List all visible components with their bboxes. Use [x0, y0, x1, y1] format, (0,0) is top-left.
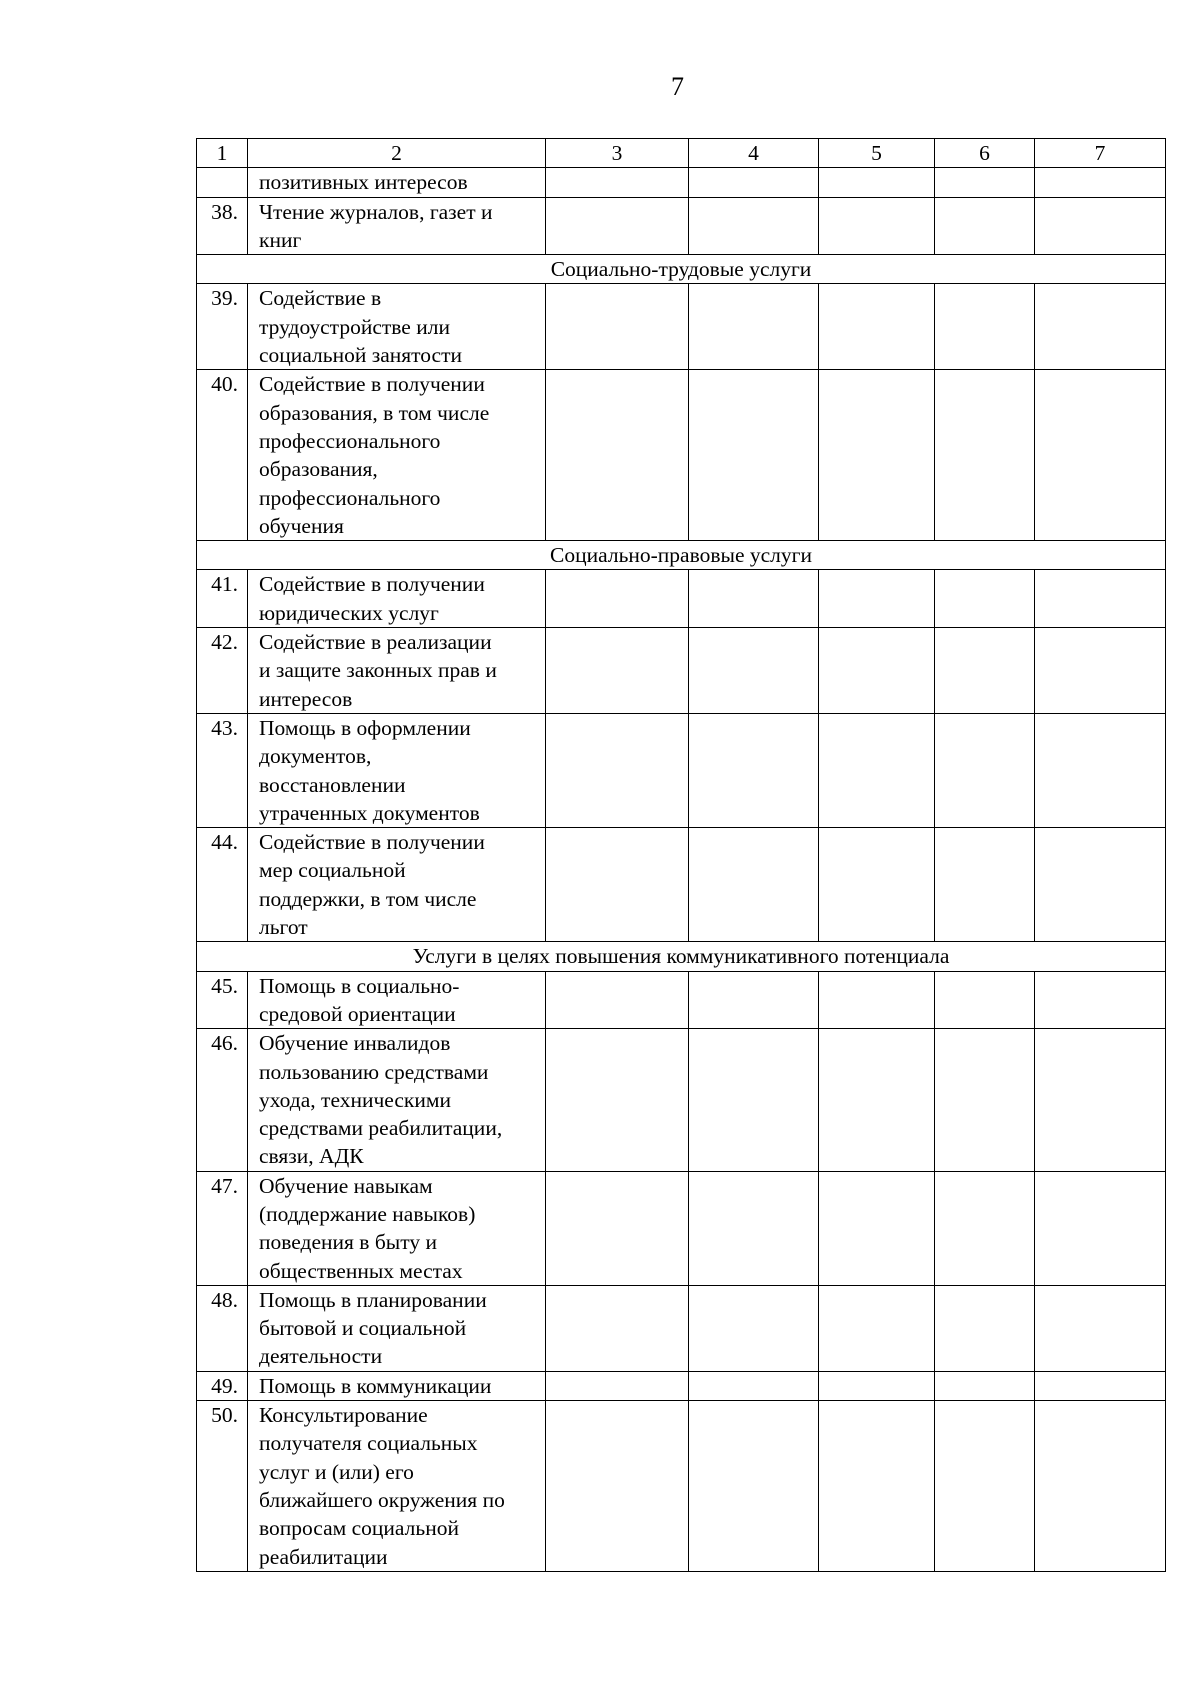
service-name-line: профессионального — [259, 428, 441, 453]
service-name-line: Помощь в планировании — [259, 1287, 487, 1312]
empty-cell-col-7 — [1035, 1371, 1166, 1400]
row-number: 46. — [197, 1029, 248, 1171]
service-name-line: Помощь в оформлении — [259, 715, 471, 740]
empty-cell-col-3 — [546, 284, 689, 370]
empty-cell-col-7 — [1035, 197, 1166, 255]
service-name-line: социальной занятости — [259, 343, 462, 368]
empty-cell-col-6 — [935, 1371, 1035, 1400]
empty-cell-col-5 — [819, 1371, 935, 1400]
service-name-line: образования, в том числе — [259, 400, 490, 425]
table-row — [197, 1285, 1166, 1371]
table-row — [197, 1029, 1166, 1171]
empty-cell-col-6 — [935, 628, 1035, 714]
service-name-cell — [248, 971, 546, 1029]
service-name-line: профессионального — [259, 485, 441, 510]
service-name-line: пользованию средствами — [259, 1059, 489, 1084]
row-number: 41. — [197, 570, 248, 628]
table-row — [197, 284, 1166, 370]
service-name-line: (поддержание навыков) — [259, 1201, 476, 1226]
service-name-line: деятельности — [259, 1344, 383, 1369]
column-header: 3 — [546, 139, 689, 168]
service-name-line: интересов — [259, 686, 353, 711]
service-name-line: обучения — [259, 513, 344, 538]
service-name-line: восстановлении — [259, 772, 406, 797]
empty-cell-col-4 — [689, 971, 819, 1029]
section-header-row — [197, 942, 1166, 971]
empty-cell-col-4 — [689, 197, 819, 255]
service-name-cell — [248, 570, 546, 628]
empty-cell-col-3 — [546, 1029, 689, 1171]
row-number: 47. — [197, 1171, 248, 1285]
table-header-row — [197, 139, 1166, 168]
service-name-line: мер социальной — [259, 858, 406, 883]
empty-cell-col-5 — [819, 168, 935, 197]
table-row — [197, 1371, 1166, 1400]
service-name-line: услуг и (или) его — [259, 1459, 414, 1484]
empty-cell-col-4 — [689, 1401, 819, 1572]
empty-cell-col-5 — [819, 370, 935, 541]
row-number: 40. — [197, 370, 248, 541]
empty-cell-col-4 — [689, 284, 819, 370]
empty-cell-col-3 — [546, 1285, 689, 1371]
empty-cell-col-4 — [689, 1171, 819, 1285]
section-title: Социально-правовые услуги — [197, 541, 1166, 570]
empty-cell-col-4 — [689, 828, 819, 942]
empty-cell-col-6 — [935, 370, 1035, 541]
empty-cell-col-5 — [819, 971, 935, 1029]
service-name-cell — [248, 828, 546, 942]
service-name-cell — [248, 1285, 546, 1371]
service-name-cell — [248, 1029, 546, 1171]
empty-cell-col-5 — [819, 1029, 935, 1171]
empty-cell-col-7 — [1035, 628, 1166, 714]
service-name-line: Содействие в получении — [259, 830, 485, 855]
empty-cell-col-6 — [935, 1171, 1035, 1285]
service-name-line: поведения в быту и — [259, 1230, 437, 1255]
service-name-cell — [248, 1401, 546, 1572]
empty-cell-col-6 — [935, 828, 1035, 942]
empty-cell-col-4 — [689, 1029, 819, 1171]
service-name-line: льгот — [259, 915, 308, 940]
service-name-line: средовой ориентации — [259, 1001, 456, 1026]
service-name-cell — [248, 197, 546, 255]
section-title: Услуги в целях повышения коммуникативного потенциала — [197, 942, 1166, 971]
empty-cell-col-4 — [689, 1285, 819, 1371]
section-header-row — [197, 255, 1166, 284]
empty-cell-col-3 — [546, 570, 689, 628]
section-title: Социально-трудовые услуги — [197, 255, 1166, 284]
service-name-line: позитивных интересов — [259, 170, 468, 195]
table-row — [197, 197, 1166, 255]
row-number: 42. — [197, 628, 248, 714]
service-name-cell — [248, 370, 546, 541]
empty-cell-col-5 — [819, 828, 935, 942]
empty-cell-col-7 — [1035, 168, 1166, 197]
empty-cell-col-3 — [546, 1401, 689, 1572]
empty-cell-col-5 — [819, 284, 935, 370]
table-row — [197, 628, 1166, 714]
empty-cell-col-7 — [1035, 828, 1166, 942]
service-name-line: вопросам социальной — [259, 1516, 459, 1541]
empty-cell-col-7 — [1035, 370, 1166, 541]
column-header: 4 — [689, 139, 819, 168]
empty-cell-col-5 — [819, 628, 935, 714]
empty-cell-col-7 — [1035, 1285, 1166, 1371]
row-number: 38. — [197, 197, 248, 255]
empty-cell-col-6 — [935, 1029, 1035, 1171]
service-name-line: средствами реабилитации, — [259, 1116, 503, 1141]
empty-cell-col-4 — [689, 628, 819, 714]
table-row — [197, 570, 1166, 628]
empty-cell-col-4 — [689, 168, 819, 197]
table-body — [197, 139, 1166, 1572]
empty-cell-col-3 — [546, 197, 689, 255]
empty-cell-col-7 — [1035, 1029, 1166, 1171]
service-name-cell — [248, 713, 546, 827]
table-row — [197, 1171, 1166, 1285]
service-name-line: общественных местах — [259, 1258, 463, 1283]
empty-cell-col-5 — [819, 197, 935, 255]
service-name-line: документов, — [259, 744, 372, 769]
service-name-line: книг — [259, 227, 302, 252]
empty-cell-col-6 — [935, 971, 1035, 1029]
service-name-line: Содействие в реализации — [259, 630, 492, 655]
service-name-line: и защите законных прав и — [259, 658, 497, 683]
empty-cell-col-3 — [546, 370, 689, 541]
empty-cell-col-6 — [935, 1401, 1035, 1572]
service-name-line: связи, АДК — [259, 1144, 364, 1169]
empty-cell-col-4 — [689, 1371, 819, 1400]
column-header: 6 — [935, 139, 1035, 168]
service-name-line: Содействие в — [259, 286, 382, 311]
row-number — [197, 168, 248, 197]
service-name-line: получателя социальных — [259, 1431, 478, 1456]
service-name-cell — [248, 1371, 546, 1400]
empty-cell-col-5 — [819, 570, 935, 628]
service-name-line: Обучение инвалидов — [259, 1031, 451, 1056]
row-number: 50. — [197, 1401, 248, 1572]
empty-cell-col-7 — [1035, 1171, 1166, 1285]
service-name-line: трудоустройстве или — [259, 314, 450, 339]
service-name-line: поддержки, в том числе — [259, 886, 477, 911]
service-name-cell — [248, 284, 546, 370]
table-row — [197, 828, 1166, 942]
service-name-line: Консультирование — [259, 1403, 428, 1428]
table-row — [197, 370, 1166, 541]
empty-cell-col-3 — [546, 713, 689, 827]
table-row — [197, 971, 1166, 1029]
service-name-line: ухода, техническими — [259, 1087, 451, 1112]
column-header: 5 — [819, 139, 935, 168]
empty-cell-col-7 — [1035, 1401, 1166, 1572]
section-header-row — [197, 541, 1166, 570]
empty-cell-col-3 — [546, 628, 689, 714]
service-name-line: образования, — [259, 457, 378, 482]
row-number: 45. — [197, 971, 248, 1029]
service-name-line: утраченных документов — [259, 800, 480, 825]
service-name-line: Помощь в социально- — [259, 973, 460, 998]
column-header: 7 — [1035, 139, 1166, 168]
empty-cell-col-6 — [935, 713, 1035, 827]
empty-cell-col-3 — [546, 168, 689, 197]
empty-cell-col-4 — [689, 570, 819, 628]
empty-cell-col-5 — [819, 1401, 935, 1572]
empty-cell-col-6 — [935, 1285, 1035, 1371]
service-name-line: Чтение журналов, газет и — [259, 199, 493, 224]
empty-cell-col-3 — [546, 971, 689, 1029]
empty-cell-col-7 — [1035, 284, 1166, 370]
service-name-line: Обучение навыкам — [259, 1173, 433, 1198]
empty-cell-col-4 — [689, 713, 819, 827]
table-row — [197, 713, 1166, 827]
row-number: 39. — [197, 284, 248, 370]
empty-cell-col-6 — [935, 284, 1035, 370]
row-number: 44. — [197, 828, 248, 942]
table-row — [197, 168, 1166, 197]
service-name-cell — [248, 628, 546, 714]
row-number: 48. — [197, 1285, 248, 1371]
empty-cell-col-7 — [1035, 971, 1166, 1029]
column-header: 2 — [248, 139, 546, 168]
services-table — [196, 138, 1166, 1572]
service-name-line: Содействие в получении — [259, 572, 485, 597]
service-name-line: бытовой и социальной — [259, 1316, 467, 1341]
empty-cell-col-5 — [819, 713, 935, 827]
empty-cell-col-7 — [1035, 713, 1166, 827]
empty-cell-col-3 — [546, 1371, 689, 1400]
empty-cell-col-3 — [546, 1171, 689, 1285]
row-number: 43. — [197, 713, 248, 827]
empty-cell-col-6 — [935, 197, 1035, 255]
service-name-line: реабилитации — [259, 1544, 388, 1569]
empty-cell-col-6 — [935, 168, 1035, 197]
empty-cell-col-3 — [546, 828, 689, 942]
empty-cell-col-5 — [819, 1171, 935, 1285]
service-name-line: юридических услуг — [259, 600, 439, 625]
service-name-cell — [248, 168, 546, 197]
empty-cell-col-6 — [935, 570, 1035, 628]
empty-cell-col-5 — [819, 1285, 935, 1371]
service-name-line: Помощь в коммуникации — [259, 1373, 492, 1398]
empty-cell-col-4 — [689, 370, 819, 541]
row-number: 49. — [197, 1371, 248, 1400]
page-number: 7 — [671, 72, 684, 101]
table-row — [197, 1401, 1166, 1572]
empty-cell-col-7 — [1035, 570, 1166, 628]
column-header: 1 — [197, 139, 248, 168]
service-name-line: ближайшего окружения по — [259, 1487, 505, 1512]
service-name-cell — [248, 1171, 546, 1285]
service-name-line: Содействие в получении — [259, 372, 485, 397]
